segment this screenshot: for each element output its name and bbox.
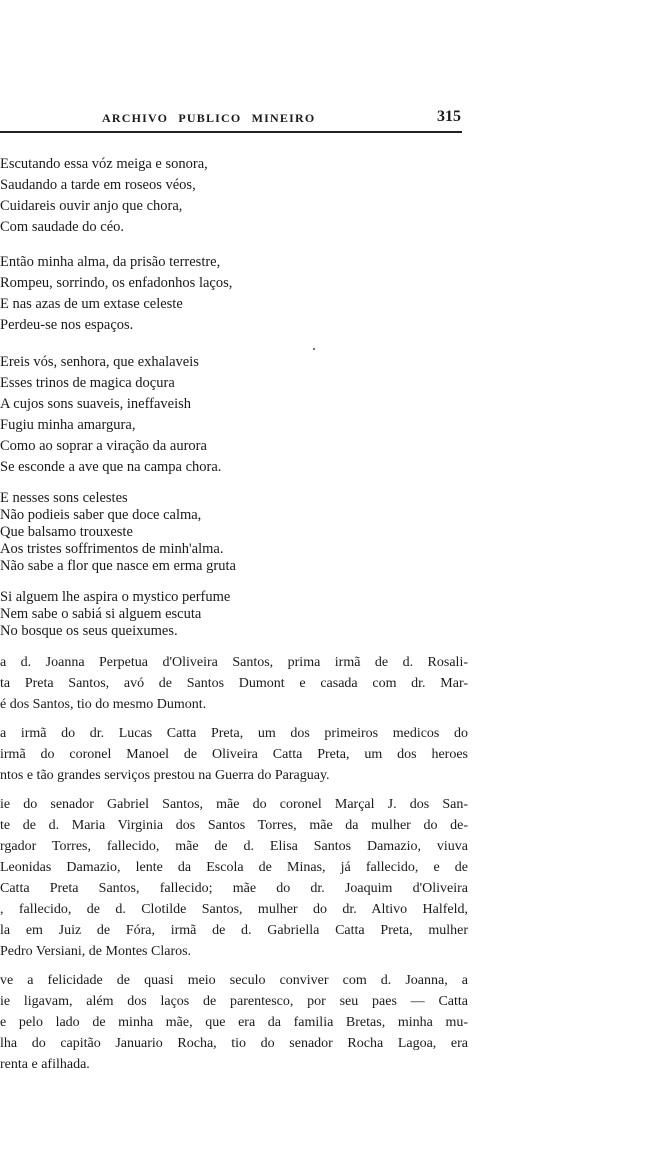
poem (0, 154, 236, 654)
poem-stanza (0, 490, 236, 575)
poem-line: Aos tristes soffrimentos de minh'alma. (0, 541, 224, 557)
poem-stanza (0, 589, 236, 640)
poem-line: Escutando essa vóz meiga e sonora, (0, 156, 208, 172)
footnote-line: ie do senador Gabriel Santos, mãe do coronel Marçal J. dos San- (0, 797, 468, 812)
footnote-line: ta Preta Santos, avó de Santos Dumont e casada com dr. Mar- (0, 676, 468, 691)
footnote-line: rgador Torres, fallecido, mãe de d. Elisa Santos Damazio, viuva (0, 839, 468, 854)
poem-line: Perdeu-se nos espaços. (0, 317, 134, 333)
poem-line: Com saudade do céo. (0, 219, 125, 235)
footnote (0, 794, 470, 962)
poem-line: Ereis vós, senhora, que exhalaveis (0, 354, 199, 370)
page-number: 315 (437, 108, 461, 125)
footnote-line: la em Juiz de Fóra, irmã de d. Gabriella Catta Preta, mulher (0, 923, 468, 938)
poem-line: Si alguem lhe aspira o mystico perfume (0, 589, 231, 605)
poem-line: Fugiu minha amargura, (0, 417, 136, 433)
footnote-line: renta e afilhada. (0, 1057, 90, 1072)
header-rule (0, 131, 462, 133)
poem-line: A cujos sons suaveis, ineffaveish (0, 396, 192, 412)
footnote-line: ve a felicidade de quasi meio seculo conviver com d. Joanna, a (0, 973, 468, 988)
running-header (0, 108, 462, 129)
footnote-line: a irmã do dr. Lucas Catta Preta, um dos primeiros medicos do (0, 726, 468, 741)
print-speck (313, 348, 315, 350)
poem-line: Saudando a tarde em roseos véos, (0, 177, 196, 193)
poem-line: Como ao soprar a viração da aurora (0, 438, 207, 454)
footnote (0, 652, 470, 715)
footnote-line: ntos e tão grandes serviços prestou na Guerra do Paraguay. (0, 768, 330, 783)
poem-line: Nem sabe o sabiá si alguem escuta (0, 606, 202, 622)
footnote-line: , fallecido, de d. Clotilde Santos, mulher do dr. Altivo Halfeld, (0, 902, 468, 917)
footnote-line: e pelo lado de minha mãe, que era da familia Bretas, minha mu- (0, 1015, 468, 1030)
poem-stanza (0, 352, 236, 478)
footnote-line: a d. Joanna Perpetua d'Oliveira Santos, prima irmã de d. Rosali- (0, 655, 468, 670)
poem-line: Que balsamo trouxeste (0, 524, 133, 540)
footnote-line: Leonidas Damazio, lente da Escola de Minas, já fallecido, e de (0, 860, 468, 875)
footnotes (0, 652, 470, 1083)
footnote-line: Catta Preta Santos, fallecido; mãe do dr. Joaquim d'Oliveira (0, 881, 468, 896)
footnote (0, 723, 470, 786)
poem-line: E nesses sons celestes (0, 490, 128, 506)
footnote-line: irmã do coronel Manoel de Oliveira Catta Preta, um dos heroes (0, 747, 468, 762)
poem-line: No bosque os seus queixumes. (0, 623, 178, 639)
poem-stanza (0, 252, 236, 336)
poem-line: Rompeu, sorrindo, os enfadonhos laços, (0, 275, 233, 291)
footnote-line: Pedro Versiani, de Montes Claros. (0, 944, 192, 959)
footnote-line: é dos Santos, tio do mesmo Dumont. (0, 697, 207, 712)
footnote-line: lha do capitão Januario Rocha, tio do senador Rocha Lagoa, era (0, 1036, 468, 1051)
footnote-line: ie ligavam, além dos laços de parentesco, por seu paes — Catta (0, 994, 468, 1009)
footnote (0, 970, 470, 1075)
poem-line: Se esconde a ave que na campa chora. (0, 459, 222, 475)
poem-line: Então minha alma, da prisão terrestre, (0, 254, 221, 270)
poem-line: Esses trinos de magica doçura (0, 375, 175, 391)
footnote-line: te de d. Maria Virginia dos Santos Torres, mãe da mulher do de- (0, 818, 468, 833)
poem-line: E nas azas de um extase celeste (0, 296, 183, 312)
poem-stanza (0, 154, 236, 238)
poem-line: Não sabe a flor que nasce em erma gruta (0, 558, 236, 574)
running-title: ARCHIVO PUBLICO MINEIRO (102, 111, 316, 125)
poem-line: Não podieis saber que doce calma, (0, 507, 202, 523)
poem-line: Cuidareis ouvir anjo que chora, (0, 198, 183, 214)
